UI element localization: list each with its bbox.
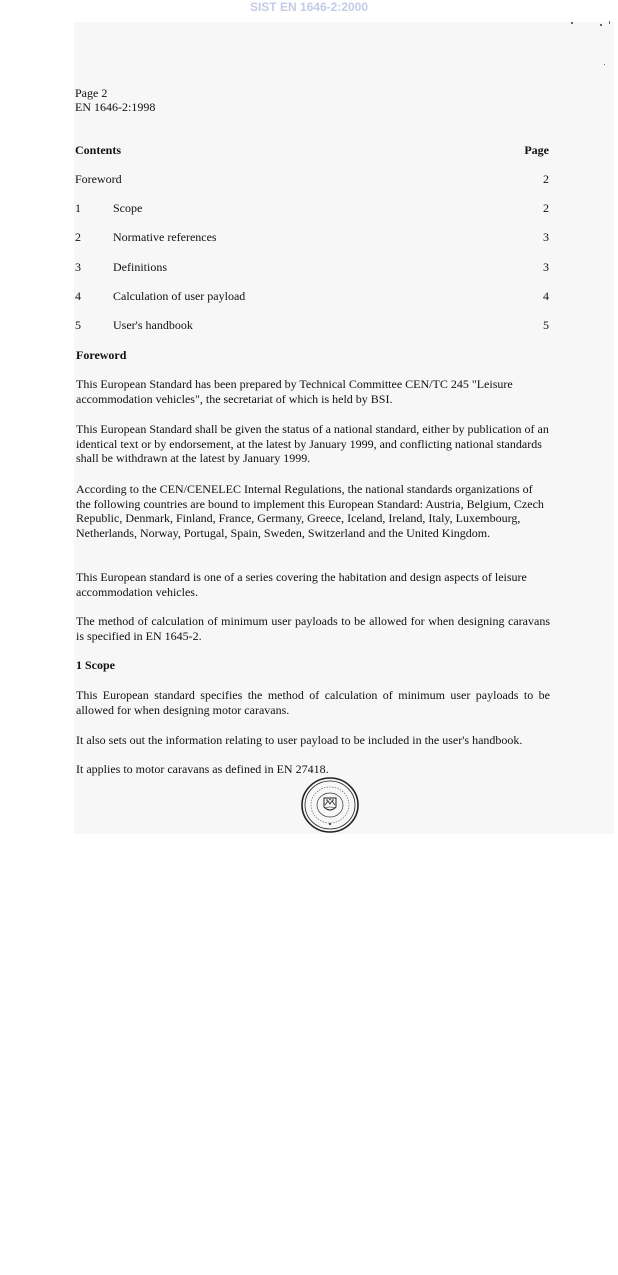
toc-entry-page: 2 xyxy=(543,172,549,186)
toc-entry-number: 2 xyxy=(75,230,81,244)
scan-speck xyxy=(571,22,573,24)
toc-entry-number: 5 xyxy=(75,318,81,332)
foreword-paragraph: This European standard is one of a series covering the habitation and design aspects of leisure accommodation vehicles. xyxy=(76,570,527,599)
toc-entry-title: Calculation of user payload xyxy=(113,289,246,303)
contents-title: Contents xyxy=(75,143,122,157)
toc-entry-normative-references xyxy=(75,230,549,244)
toc-entry-title: User's handbook xyxy=(113,318,193,332)
scope-paragraph: It also sets out the information relating to user payload to be included in the user's handbook. xyxy=(76,733,523,747)
foreword-paragraph: The method of calculation of minimum user payloads to be allowed for when designing caravans is specified in EN 1645-2. xyxy=(76,614,550,643)
foreword-paragraph: This European Standard has been prepared by Technical Committee CEN/TC 245 "Leisure accommodation vehicles", the secretariat of which is held by BSI. xyxy=(76,377,513,406)
toc-entry-scope xyxy=(75,201,549,215)
page-label: Page 2 xyxy=(75,86,108,100)
scope-paragraph: It applies to motor caravans as defined in EN 27418. xyxy=(76,762,329,776)
standard-id: EN 1646-2:1998 xyxy=(75,100,156,114)
toc-entry-page: 2 xyxy=(543,201,549,215)
toc-entry-users-handbook xyxy=(75,318,549,332)
scan-speck xyxy=(609,21,610,24)
scope-paragraph: This European standard specifies the method of calculation of minimum user payloads to be allowed for when designing motor caravans. xyxy=(76,688,550,717)
official-seal-icon xyxy=(300,776,360,834)
toc-entry-page: 5 xyxy=(543,318,549,332)
scope-heading: 1 Scope xyxy=(76,658,115,672)
toc-entry-foreword xyxy=(75,172,549,186)
toc-entry-page: 4 xyxy=(543,289,549,303)
scan-speck xyxy=(604,64,605,65)
toc-entry-title: Scope xyxy=(113,201,143,215)
toc-entry-number: 3 xyxy=(75,260,81,274)
contents-header xyxy=(75,143,549,157)
toc-entry-number: 4 xyxy=(75,289,81,303)
foreword-paragraph: This European Standard shall be given the status of a national standard, either by publication of an identical text or by endorsement, at the latest by January 1999, and conflicting national standards shall be withdrawn at the latest by January 1999. xyxy=(76,422,549,465)
watermark: SIST EN 1646-2:2000 xyxy=(249,0,369,14)
toc-entry-title: Definitions xyxy=(113,260,167,274)
contents-page-column: Page xyxy=(524,143,549,157)
page-header xyxy=(75,86,155,114)
toc-entry-page: 3 xyxy=(543,230,549,244)
toc-entry-number: 1 xyxy=(75,201,81,215)
toc-entry-title: Foreword xyxy=(75,172,122,186)
foreword-heading: Foreword xyxy=(76,348,127,362)
toc-entry-definitions xyxy=(75,260,549,274)
toc-entry-title: Normative references xyxy=(113,230,217,244)
foreword-paragraph: According to the CEN/CENELEC Internal Regulations, the national standards organizations of the following countries are bound to implement this European Standard: Austria, Belgium, Czech Republic, Denmark, Finland, France, Germany, Greece, Iceland, Ireland, Italy, Luxembourg, Netherlands, Norway, Portugal, Spain, Sweden, Switzerland and the United Kingdom. xyxy=(76,482,544,540)
scan-speck xyxy=(600,24,602,26)
toc-entry-page: 3 xyxy=(543,260,549,274)
toc-entry-calculation xyxy=(75,289,549,303)
